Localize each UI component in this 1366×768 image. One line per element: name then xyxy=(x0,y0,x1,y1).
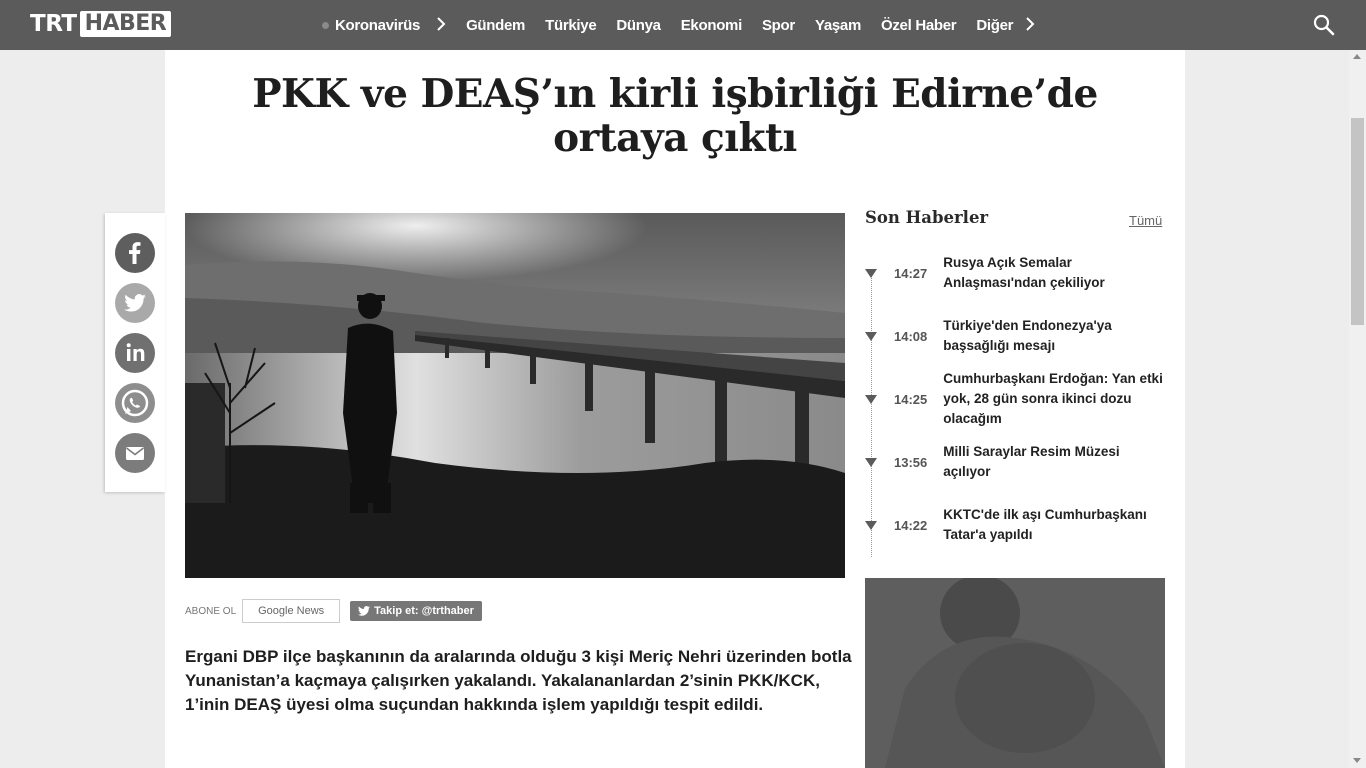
search-icon[interactable] xyxy=(1313,14,1335,36)
news-headline: Cumhurbaşkanı Erdoğan: Yan etki yok, 28 gün sonra ikinci dozu olacağım xyxy=(943,371,1163,426)
nav-item-turkiye[interactable]: Türkiye xyxy=(545,16,597,34)
nav-item-yasam[interactable]: Yaşam xyxy=(814,16,861,34)
google-news-button[interactable]: Google News xyxy=(242,599,340,623)
news-headline: Milli Saraylar Resim Müzesi açılıyor xyxy=(943,444,1120,479)
nav-item-spor[interactable]: Spor xyxy=(761,16,795,34)
timeline-marker-icon xyxy=(865,332,877,341)
facebook-icon xyxy=(115,233,155,273)
news-time: 14:22 xyxy=(894,517,928,533)
logo-trt-text: TRT xyxy=(30,11,77,37)
nav-item-ekonomi[interactable]: Ekonomi xyxy=(680,16,742,34)
latest-news-item[interactable] xyxy=(865,253,1165,293)
timeline-marker-icon xyxy=(865,458,877,467)
linkedin-share-button[interactable] xyxy=(115,333,155,373)
article-summary: Ergani DBP ilçe başkanının da aralarında olduğu 3 kişi Meriç Nehri üzerinden botla Yunanistan’a kaçmaya çalışırken yakalandı. Yakalananlardan 2’sinin PKK/KCK, 1’inin DEAŞ üyesi olma suçundan hakkında işlem yapıldığı tespit edildi. xyxy=(185,647,852,714)
news-headline: Türkiye'den Endonezya'ya başsağlığı mesajı xyxy=(943,318,1112,353)
news-time: 14:08 xyxy=(894,328,928,344)
nav-item-dunya[interactable]: Dünya xyxy=(616,16,661,34)
whatsapp-icon xyxy=(115,383,155,423)
nav-item-ozel-haber[interactable]: Özel Haber xyxy=(880,16,957,34)
article-hero-image[interactable] xyxy=(185,213,845,578)
live-dot-icon xyxy=(322,22,329,29)
share-bar xyxy=(105,213,165,492)
timeline-marker-icon xyxy=(865,395,877,404)
scroll-down-arrow-icon[interactable] xyxy=(1353,758,1361,763)
trt-haber-logo[interactable] xyxy=(30,10,171,38)
top-navigation-bar xyxy=(0,0,1366,50)
whatsapp-share-button[interactable] xyxy=(115,383,155,423)
subscribe-label: ABONE OL xyxy=(185,605,237,617)
article-title: PKK ve DEAŞ’ın kirli işbirliği Edirne’de ortaya çıktı xyxy=(252,71,1098,161)
page-scrollbar[interactable] xyxy=(1349,50,1366,768)
article-container xyxy=(165,50,1185,768)
twitter-icon xyxy=(124,294,146,312)
timeline-marker-icon xyxy=(865,521,877,530)
twitter-share-button[interactable] xyxy=(115,283,155,323)
subscribe-row xyxy=(185,598,482,624)
logo-haber-text: HABER xyxy=(80,11,172,37)
twitter-follow-label: Takip et: @trthaber xyxy=(374,605,474,617)
twitter-bird-icon xyxy=(358,606,370,616)
twitter-follow-button[interactable] xyxy=(350,601,482,621)
news-headline: Rusya Açık Semalar Anlaşması'ndan çekiliyor xyxy=(943,255,1105,290)
chevron-right-icon[interactable] xyxy=(1025,0,1035,50)
linkedin-icon xyxy=(115,333,155,373)
email-share-button[interactable] xyxy=(115,433,155,473)
nav-item-gundem[interactable]: Gündem xyxy=(466,16,526,34)
news-time: 14:27 xyxy=(894,265,928,281)
timeline-marker-icon xyxy=(865,269,877,278)
facebook-share-button[interactable] xyxy=(115,233,155,273)
chevron-right-icon[interactable] xyxy=(436,0,446,50)
scrollbar-thumb[interactable] xyxy=(1351,118,1364,325)
latest-news-heading: Son Haberler xyxy=(865,208,989,227)
nav-item-koronavirus[interactable]: Koronavirüs xyxy=(335,16,421,34)
main-nav xyxy=(322,0,1035,50)
latest-news-all-link[interactable]: Tümü xyxy=(1129,213,1163,228)
latest-news-item[interactable] xyxy=(865,369,1165,429)
latest-news-item[interactable] xyxy=(865,316,1165,356)
latest-news-item[interactable] xyxy=(865,442,1165,482)
news-time: 14:25 xyxy=(894,391,928,407)
email-icon xyxy=(115,433,155,473)
nav-item-diger[interactable]: Diğer xyxy=(976,16,1014,34)
news-headline: KKTC'de ilk aşı Cumhurbaşkanı Tatar'a yapıldı xyxy=(943,507,1147,542)
latest-news-item[interactable] xyxy=(865,505,1165,545)
scroll-up-arrow-icon[interactable] xyxy=(1353,54,1361,59)
sidebar-promo-image[interactable] xyxy=(865,578,1165,768)
news-time: 13:56 xyxy=(894,454,928,470)
